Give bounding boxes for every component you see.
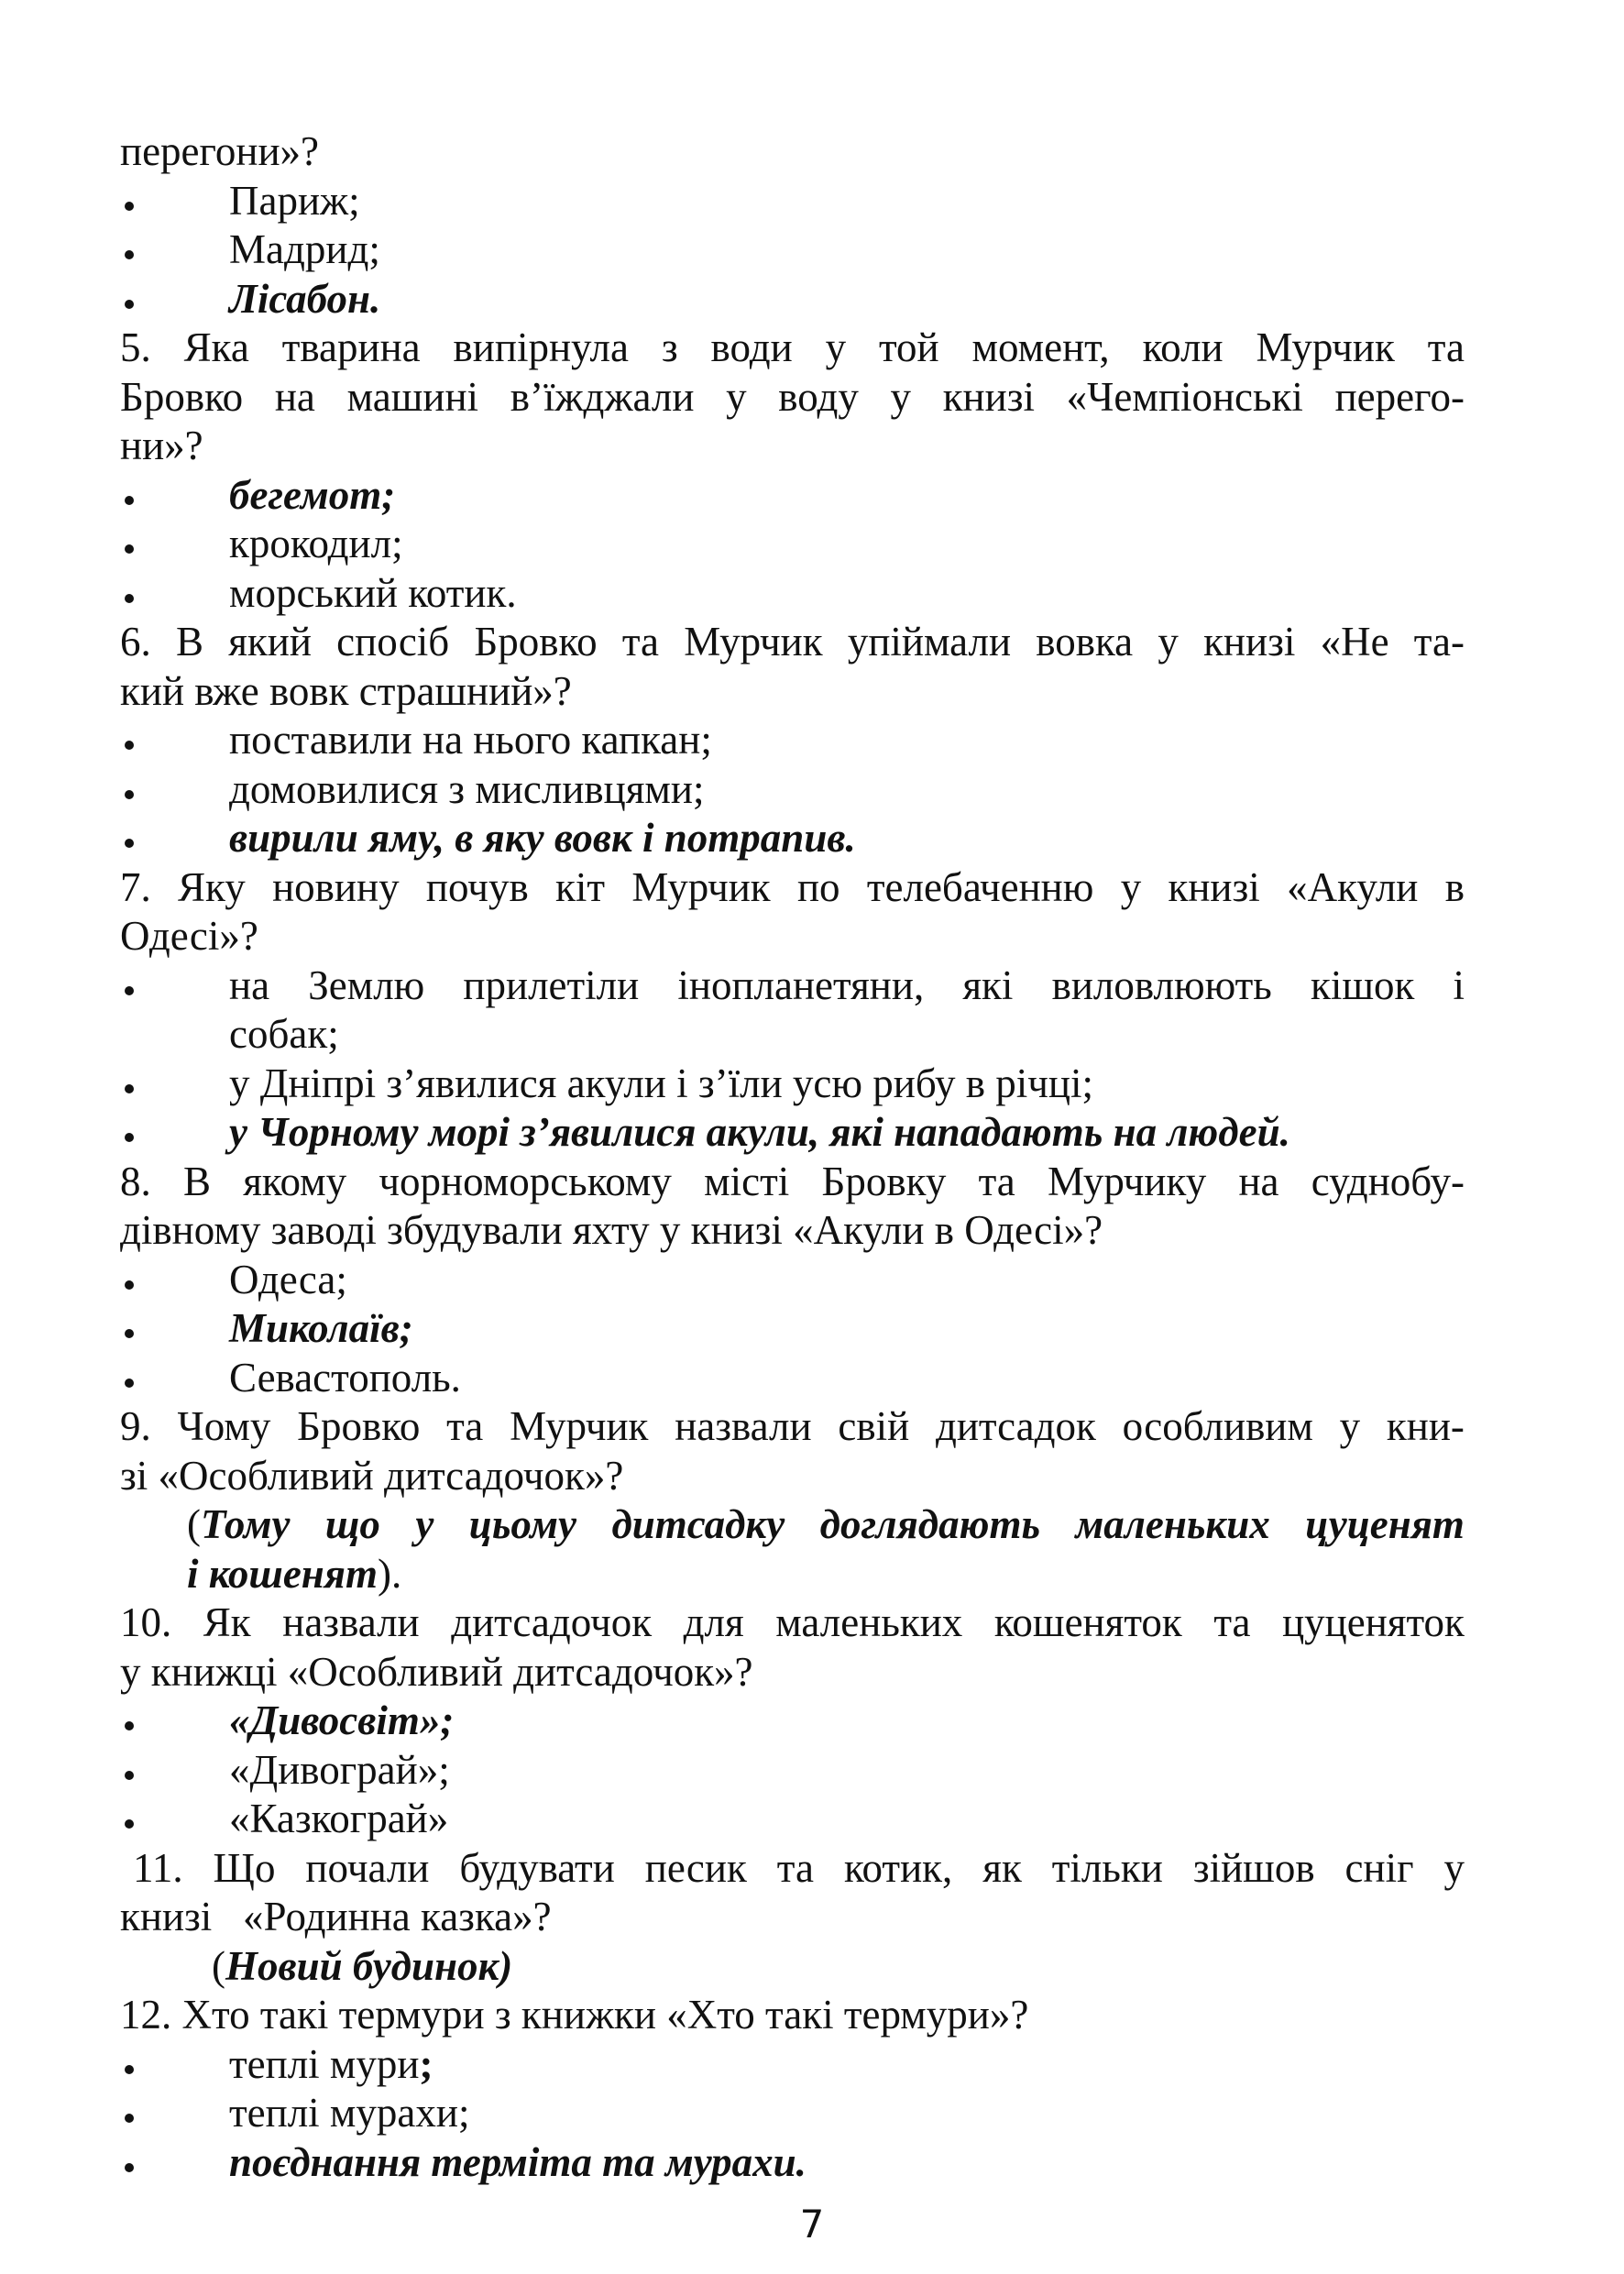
word: та bbox=[446, 1403, 484, 1449]
close-paren: ). bbox=[377, 1550, 402, 1597]
word: коли bbox=[1142, 324, 1223, 370]
question-12-line-1: 12. Хто такі термури з книжки «Хто такі термури»? bbox=[120, 1992, 1029, 2038]
question-8-line-1 bbox=[120, 1158, 1465, 1207]
bullet-icon bbox=[120, 716, 229, 765]
word: у bbox=[726, 373, 747, 420]
word: свій bbox=[838, 1403, 910, 1449]
word: у bbox=[1443, 1844, 1465, 1891]
word: та bbox=[1427, 324, 1465, 370]
list-item bbox=[120, 177, 1465, 226]
bullet-icon bbox=[120, 765, 229, 815]
word: Мурчик bbox=[510, 1403, 649, 1449]
word: 11. bbox=[133, 1844, 183, 1891]
question-8-line-2: дівному заводі збудували яхту у книзі «Акули в Одесі»? bbox=[120, 1207, 1103, 1253]
list-item bbox=[120, 2040, 1465, 2090]
word: 9. bbox=[120, 1403, 151, 1449]
word: Як bbox=[203, 1599, 251, 1645]
word: прилетіли bbox=[463, 961, 640, 1008]
list-item bbox=[120, 765, 1465, 815]
word: Мурчику bbox=[1048, 1158, 1207, 1204]
word: Яку bbox=[178, 863, 246, 910]
list-item bbox=[120, 275, 1465, 324]
open-paren: ( bbox=[212, 1942, 225, 1989]
word: упіймали bbox=[847, 619, 1012, 665]
open-paren: ( bbox=[187, 1501, 201, 1547]
correct-answer-option: «Дивосвіт»; bbox=[229, 1697, 455, 1743]
correct-answer-option: бегемот; bbox=[229, 471, 396, 518]
list-item bbox=[120, 716, 1465, 765]
question-7-line-1 bbox=[120, 863, 1465, 913]
list-item bbox=[120, 569, 1465, 619]
word: чорноморському bbox=[379, 1158, 672, 1204]
answer-word: дитсадку bbox=[611, 1501, 785, 1547]
bullet-icon bbox=[120, 1354, 229, 1403]
correct-answer-option: поєднання терміта та мурахи. bbox=[229, 2138, 807, 2185]
answer-option bbox=[229, 2040, 1465, 2090]
question-5-line-1 bbox=[120, 324, 1465, 373]
word: почув bbox=[425, 863, 529, 910]
word: якому bbox=[243, 1158, 347, 1204]
answer-option bbox=[229, 961, 1465, 1060]
word: які bbox=[962, 961, 1014, 1008]
word: 10. bbox=[120, 1599, 172, 1645]
list-item bbox=[120, 1060, 1465, 1109]
word: В bbox=[182, 1158, 211, 1204]
answer-option: Севастополь. bbox=[229, 1354, 461, 1401]
list-item bbox=[120, 471, 1465, 521]
word: Мурчик bbox=[631, 863, 771, 910]
word: «Не bbox=[1320, 619, 1389, 665]
word: назвали bbox=[675, 1403, 812, 1449]
question-10-line-2: у книжці «Особливий дитсадочок»? bbox=[120, 1648, 753, 1695]
bullet-icon bbox=[120, 961, 229, 1011]
word: 6. bbox=[120, 619, 151, 665]
correct-answer-option: Лісабон. bbox=[229, 275, 381, 322]
word: 8. bbox=[120, 1158, 151, 1204]
bullet-icon bbox=[120, 1697, 229, 1746]
list-item bbox=[120, 2089, 1465, 2138]
word: та bbox=[776, 1844, 814, 1891]
word: у bbox=[825, 324, 847, 370]
word: та- bbox=[1413, 619, 1465, 665]
bullet-icon bbox=[120, 2040, 229, 2090]
word: назвали bbox=[282, 1599, 420, 1645]
answer-text bbox=[120, 1942, 1465, 1992]
list-item bbox=[120, 814, 1465, 863]
word: у bbox=[1339, 1403, 1361, 1449]
word: 5. bbox=[120, 324, 151, 370]
answer-option: поставили на нього капкан; bbox=[229, 717, 712, 763]
word: на bbox=[229, 961, 270, 1008]
answer-option: Одеса; bbox=[229, 1256, 347, 1302]
word: з bbox=[661, 324, 678, 370]
word: перего- bbox=[1334, 373, 1465, 420]
word: машині bbox=[346, 373, 479, 420]
word: Мурчик bbox=[1256, 324, 1395, 370]
answer-word: цуценят bbox=[1305, 1501, 1465, 1547]
word: та bbox=[978, 1158, 1015, 1204]
word: зійшов bbox=[1192, 1844, 1315, 1891]
word: сніг bbox=[1344, 1844, 1414, 1891]
list-item bbox=[120, 1697, 1465, 1746]
bullet-icon bbox=[120, 1795, 229, 1844]
bullet-icon bbox=[120, 814, 229, 863]
question-9-line-1 bbox=[120, 1402, 1465, 1452]
correct-answer-option: вирили яму, в яку вовк і потрапив. bbox=[229, 815, 856, 861]
word: і bbox=[1453, 961, 1465, 1008]
text-line: перегони»? bbox=[120, 128, 320, 174]
word: спосіб bbox=[336, 619, 450, 665]
word: Чому bbox=[177, 1403, 271, 1449]
answer-option-text: теплі мури bbox=[229, 2040, 420, 2087]
word: особливим bbox=[1122, 1403, 1313, 1449]
quiz-text bbox=[120, 127, 1465, 2187]
semicolon: ; bbox=[419, 2040, 433, 2087]
bullet-icon bbox=[120, 471, 229, 521]
page-number: 7 bbox=[799, 2202, 825, 2247]
word: який bbox=[228, 619, 312, 665]
word: дитсадочок bbox=[451, 1599, 653, 1645]
word: кни- bbox=[1386, 1403, 1465, 1449]
word bbox=[187, 1500, 290, 1550]
word: для bbox=[683, 1599, 744, 1645]
bullet-icon bbox=[120, 1256, 229, 1305]
word: у bbox=[1158, 619, 1179, 665]
answer-option: теплі мурахи; bbox=[229, 2090, 470, 2136]
word: як bbox=[982, 1844, 1022, 1891]
answer-text-bold: Новий будинок) bbox=[225, 1942, 513, 1989]
list-item bbox=[120, 1746, 1465, 1796]
bullet-icon bbox=[120, 177, 229, 226]
bullet-icon bbox=[120, 1746, 229, 1796]
word: на bbox=[274, 373, 315, 420]
word: інопланетяни, bbox=[677, 961, 925, 1008]
word: телебаченню bbox=[866, 863, 1094, 910]
word: Землю bbox=[308, 961, 425, 1008]
word: в bbox=[1444, 863, 1465, 910]
answer-text-line-1 bbox=[120, 1500, 1465, 1550]
correct-answer-option: Миколаїв; bbox=[229, 1305, 413, 1351]
question-6-line-1 bbox=[120, 618, 1465, 667]
word: виловлюють bbox=[1051, 961, 1272, 1008]
list-item bbox=[120, 1354, 1465, 1403]
word: момент, bbox=[971, 324, 1110, 370]
word: новину bbox=[272, 863, 400, 910]
bullet-icon bbox=[120, 275, 229, 324]
list-item bbox=[120, 520, 1465, 569]
word: води bbox=[710, 324, 793, 370]
list-item bbox=[120, 2138, 1465, 2188]
word: суднобу- bbox=[1311, 1158, 1465, 1204]
word: цуценяток bbox=[1282, 1599, 1465, 1645]
bullet-icon bbox=[120, 1304, 229, 1354]
answer-text-line-2 bbox=[120, 1550, 1465, 1599]
answer-word: цьому bbox=[468, 1501, 576, 1547]
answer-word: Тому bbox=[201, 1501, 291, 1547]
list-item bbox=[120, 225, 1465, 275]
word: тільки bbox=[1051, 1844, 1163, 1891]
question-11-line-1 bbox=[120, 1844, 1465, 1894]
answer-word: доглядають bbox=[819, 1501, 1041, 1547]
word: на bbox=[1238, 1158, 1279, 1204]
answer-option: морський котик. bbox=[229, 569, 517, 616]
word: котик, bbox=[843, 1844, 953, 1891]
answer-option: домовилися з мисливцями; bbox=[229, 765, 705, 812]
word: Що bbox=[213, 1844, 276, 1891]
word: Мурчик bbox=[684, 619, 823, 665]
answer-word: що bbox=[324, 1501, 380, 1547]
word: місті bbox=[704, 1158, 790, 1204]
word: випірнула bbox=[453, 324, 629, 370]
word: книзі bbox=[1203, 619, 1296, 665]
word: «Акули bbox=[1287, 863, 1419, 910]
question-5-line-2 bbox=[120, 373, 1465, 423]
word: будувати bbox=[459, 1844, 615, 1891]
bullet-icon bbox=[120, 569, 229, 619]
correct-answer-option: у Чорному морі з’явилися акули, які нападають на людей. bbox=[229, 1109, 1290, 1155]
word: кошеняток bbox=[993, 1599, 1182, 1645]
question-5-line-3: ни»? bbox=[120, 423, 203, 468]
word: в’їжджали bbox=[510, 373, 695, 420]
list-item bbox=[120, 961, 1465, 1060]
question-11-line-2: книзі «Родинна казка»? bbox=[120, 1894, 552, 1939]
answer-word: маленьких bbox=[1075, 1501, 1270, 1547]
bullet-icon bbox=[120, 2138, 229, 2188]
word: книзі bbox=[1168, 863, 1260, 910]
word: у bbox=[890, 373, 912, 420]
word: по bbox=[796, 863, 840, 910]
question-6-line-2: кий вже вовк страшний»? bbox=[120, 667, 572, 714]
list-item bbox=[120, 1108, 1465, 1158]
word: маленьких bbox=[775, 1599, 963, 1645]
word: Бровко bbox=[474, 619, 598, 665]
word: тварина bbox=[281, 324, 421, 370]
word: Бровко bbox=[120, 373, 244, 420]
bullet-icon bbox=[120, 520, 229, 569]
question-10-line-1 bbox=[120, 1598, 1465, 1648]
word: Бровку bbox=[821, 1158, 947, 1204]
word: песик bbox=[644, 1844, 747, 1891]
word: дитсадок bbox=[935, 1403, 1096, 1449]
word: Яка bbox=[183, 324, 249, 370]
bullet-icon bbox=[120, 225, 229, 275]
word: почали bbox=[305, 1844, 430, 1891]
word: Бровко bbox=[297, 1403, 421, 1449]
list-item bbox=[120, 1304, 1465, 1354]
word: кішок bbox=[1310, 961, 1415, 1008]
answer-option: «Казкограй» bbox=[229, 1796, 449, 1841]
word: та bbox=[621, 619, 660, 665]
bullet-icon bbox=[120, 1060, 229, 1109]
word: кіт bbox=[554, 863, 606, 910]
word: книзі bbox=[942, 373, 1035, 420]
word: воду bbox=[778, 373, 859, 420]
word: 7. bbox=[120, 863, 151, 910]
answer-word: у bbox=[415, 1501, 434, 1547]
answer-option: Париж; bbox=[229, 177, 360, 224]
answer-option: Мадрид; bbox=[229, 226, 380, 272]
bullet-icon bbox=[120, 2089, 229, 2138]
question-9-line-2: зі «Особливий дитсадочок»? bbox=[120, 1452, 624, 1499]
answer-text: і кошенят bbox=[187, 1550, 378, 1597]
word: та bbox=[1213, 1599, 1251, 1645]
answer-option: у Дніпрі з’явилися акули і з’їли усю рибу в річці; bbox=[229, 1060, 1094, 1106]
word: вовка bbox=[1036, 619, 1134, 665]
list-item bbox=[120, 1795, 1465, 1844]
answer-option-line-2: собак; bbox=[229, 1011, 339, 1057]
word: у bbox=[1120, 863, 1142, 910]
question-7-line-2: Одесі»? bbox=[120, 913, 258, 959]
bullet-icon bbox=[120, 1108, 229, 1158]
word: той bbox=[878, 324, 939, 370]
answer-option: «Дивограй»; bbox=[229, 1746, 450, 1793]
answer-option: крокодил; bbox=[229, 521, 403, 566]
list-item bbox=[120, 1256, 1465, 1305]
word: В bbox=[175, 619, 203, 665]
answer-option-line-1 bbox=[229, 961, 1465, 1011]
word: «Чемпіонські bbox=[1066, 373, 1303, 420]
